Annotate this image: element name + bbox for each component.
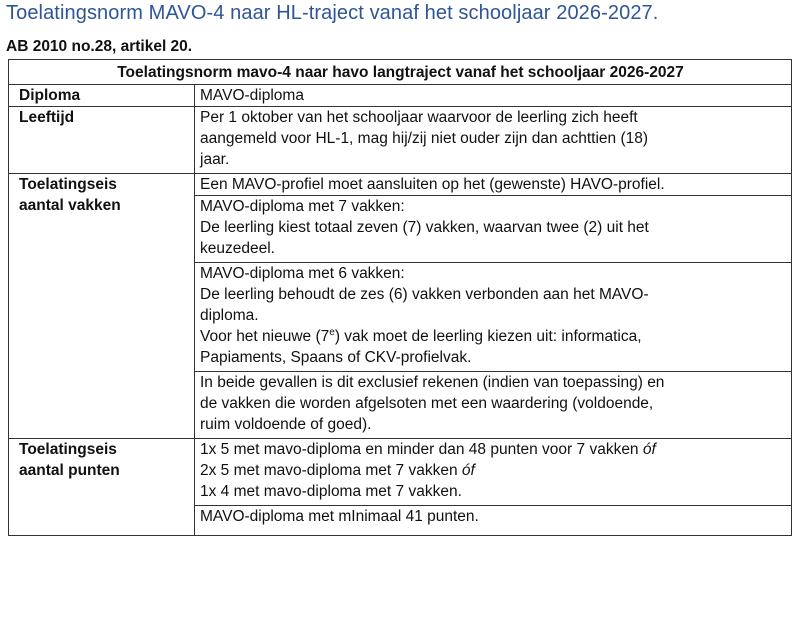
text-line: aangemeld voor HL-1, mag hij/zij niet ouder zijn dan achttien (18) — [200, 130, 649, 147]
superscript: e — [329, 326, 335, 338]
row-label-leeftijd: Leeftijd — [9, 107, 195, 174]
table-row-vakken-profiel — [9, 174, 792, 196]
text-fragment: Voor het nieuwe (7 — [200, 328, 330, 345]
row-value-profiel: Een MAVO-profiel moet aansluiten op het (gewenste) HAVO-profiel. — [195, 174, 792, 196]
label-line: aantal vakken — [19, 197, 121, 214]
row-value-beide — [195, 372, 792, 439]
text-line: Papiaments, Spaans of CKV-profielvak. — [200, 349, 472, 366]
row-value-zes-vakken — [195, 263, 792, 372]
text-fragment: 1x 5 met mavo-diploma en minder dan 48 punten voor 7 vakken — [200, 441, 643, 458]
page-title: Toelatingsnorm MAVO-4 naar HL-traject vanaf het schooljaar 2026-2027. — [6, 2, 659, 24]
admission-table — [8, 59, 792, 536]
table-header: Toelatingsnorm mavo-4 naar havo langtraject vanaf het schooljaar 2026-2027 — [9, 60, 792, 85]
emphasis: óf — [461, 462, 475, 479]
text-fragment: ) vak moet de leerling kiezen uit: informatica, — [334, 328, 642, 345]
points-minimum: MAVO-diploma met mInimaal 41 punten. — [195, 506, 792, 536]
points-line-2 — [195, 460, 792, 481]
legal-reference: AB 2010 no.28, artikel 20. — [6, 38, 193, 55]
text-line: keuzedeel. — [200, 240, 275, 257]
points-line-1 — [195, 439, 792, 461]
table-row-punten-1 — [9, 439, 792, 461]
table-row-diploma — [9, 85, 792, 107]
text-line: In beide gevallen is dit exclusief rekenen (indien van toepassing) en — [200, 374, 665, 391]
row-value-leeftijd — [195, 107, 792, 174]
text-line: jaar. — [200, 151, 230, 168]
text-line: ruim voldoende of goed). — [200, 416, 372, 433]
label-line: Toelatingseis — [19, 176, 117, 193]
text-line: de vakken die worden afgelsoten met een waardering (voldoende, — [200, 395, 654, 412]
text-line: De leerling behoudt de zes (6) vakken verbonden aan het MAVO- — [200, 286, 649, 303]
text-line: De leerling kiest totaal zeven (7) vakken, waarvan twee (2) uit het — [200, 219, 649, 236]
table-row-leeftijd — [9, 107, 792, 174]
row-value-diploma: MAVO-diploma — [195, 85, 792, 107]
table-header-row — [9, 60, 792, 85]
text-fragment: 2x 5 met mavo-diploma met 7 vakken — [200, 462, 462, 479]
row-label-punten — [9, 439, 195, 536]
text-line — [200, 326, 787, 347]
label-line: aantal punten — [19, 462, 120, 479]
text-line: diploma. — [200, 307, 259, 324]
label-line: Toelatingseis — [19, 441, 117, 458]
row-label-diploma: Diploma — [9, 85, 195, 107]
emphasis: óf — [642, 441, 656, 458]
points-line-3: 1x 4 met mavo-diploma met 7 vakken. — [195, 481, 792, 506]
text-line: MAVO-diploma met 7 vakken: — [200, 198, 405, 215]
row-label-vakken — [9, 174, 195, 439]
text-line: Per 1 oktober van het schooljaar waarvoor de leerling zich heeft — [200, 109, 638, 126]
row-value-zeven-vakken — [195, 196, 792, 263]
text-line: MAVO-diploma met 6 vakken: — [200, 265, 405, 282]
